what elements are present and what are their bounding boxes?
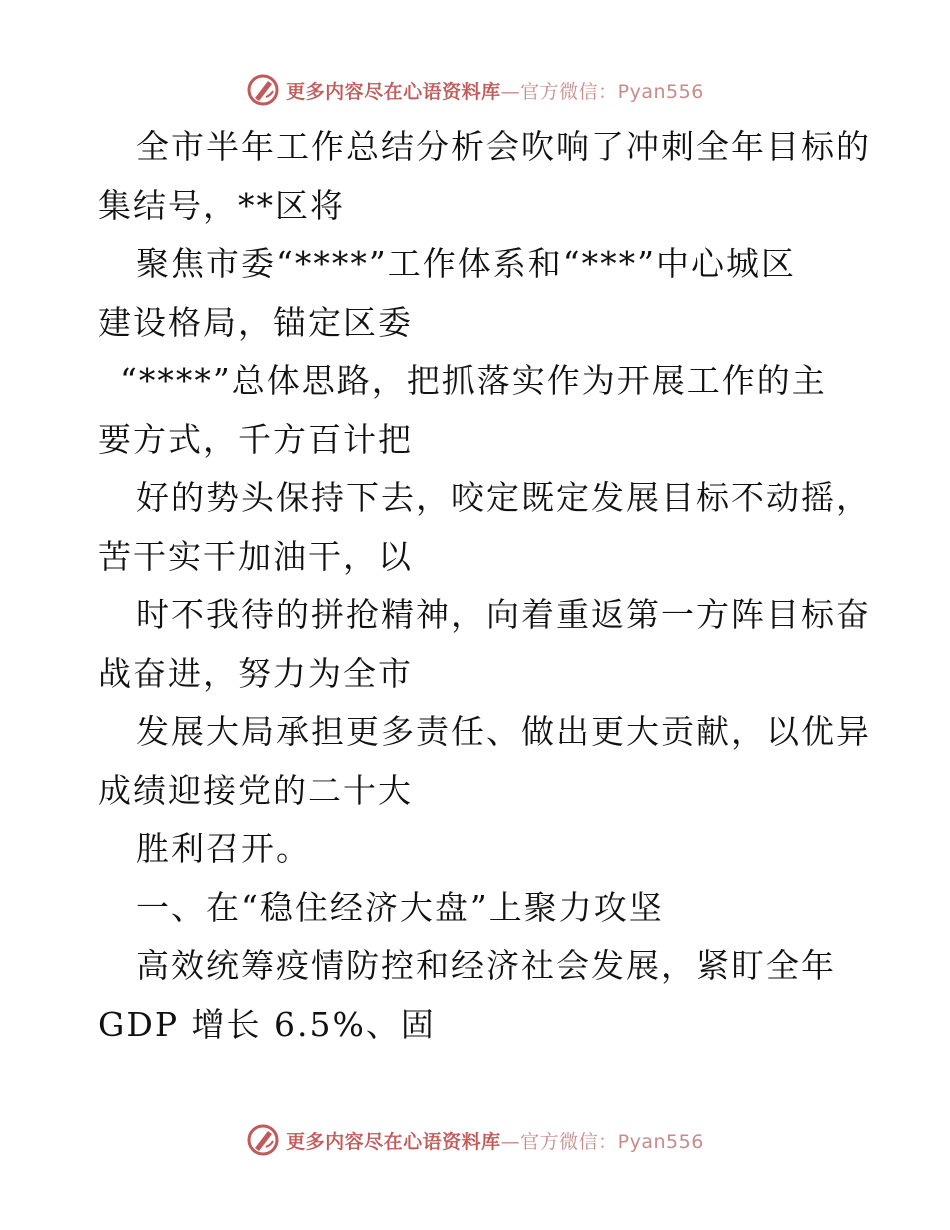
text-line: 全市半年工作总结分析会吹响了冲刺全年目标的 (136, 127, 871, 166)
text-line: 发展大局承担更多责任、做出更大贡献，以优异 (136, 712, 871, 751)
text-line: 时不我待的拼抢精神，向着重返第一方阵目标奋 (136, 595, 871, 634)
text-line: 胜利召开。 (136, 829, 311, 868)
text-line: 要方式，千方百计把 (98, 419, 413, 459)
text-line: 建设格局，锚定区委 (98, 302, 413, 342)
text-line: 苦干实干加油干，以 (98, 536, 413, 576)
section-heading: 一、在“稳住经济大盘”上聚力攻坚 (136, 887, 664, 927)
pen-seal-icon (246, 1123, 280, 1157)
text-line: “****”总体思路，把抓落实作为开展工作的主 (120, 361, 827, 400)
pen-seal-icon (246, 73, 280, 107)
text-line: 聚焦市委“****”工作体系和“***”中心城区 (136, 244, 796, 283)
text-line: 集结号，**区将 (98, 185, 345, 225)
document-body (98, 118, 871, 1054)
watermark-text: 更多内容尽在心语资料库—官方微信：Pyan556 (286, 1130, 704, 1153)
text-line: 好的势头保持下去，咬定既定发展目标不动摇， (136, 478, 871, 517)
text-line: 高效统筹疫情防控和经济社会发展，紧盯全年 (136, 946, 836, 985)
text-line: GDP 增长 6.5%、固 (98, 1004, 436, 1044)
footer-watermark (0, 1122, 950, 1158)
text-line: 成绩迎接党的二十大 (98, 770, 413, 810)
watermark-text: 更多内容尽在心语资料库—官方微信：Pyan556 (286, 80, 704, 103)
header-watermark (0, 72, 950, 108)
text-line: 战奋进，努力为全市 (98, 653, 413, 693)
